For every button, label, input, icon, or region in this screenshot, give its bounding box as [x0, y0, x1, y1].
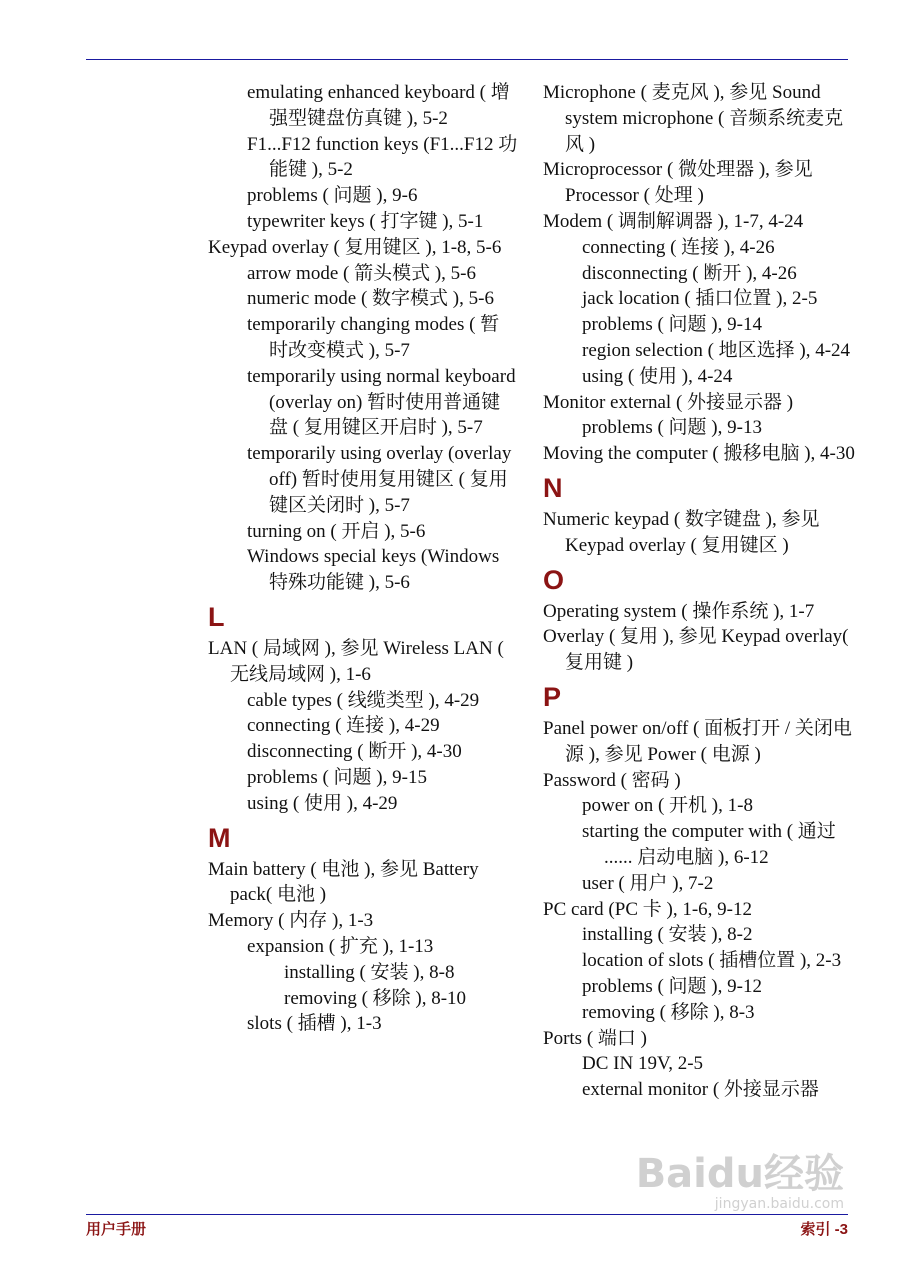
index-subentry: problems ( 问题 ), 9-12 — [582, 975, 762, 997]
index-section-heading: M — [208, 822, 231, 853]
index-subentry: problems ( 问题 ), 9-6 — [247, 185, 418, 207]
index-subentry: DC IN 19V, 2-5 — [582, 1053, 704, 1075]
index-subentry: using ( 使用 ), 4-24 — [582, 365, 733, 387]
index-entry: PC card (PC 卡 ), 1-6, 9-12 — [543, 898, 752, 920]
index-subentry: region selection ( 地区选择 ), 4-24 — [582, 339, 851, 361]
index-subentry: Windows special keys (Windows 特殊功能键 ), 5-6 — [247, 546, 500, 594]
footer-manual-title: 用户手册 — [86, 1221, 147, 1238]
index-subentry: temporarily using normal keyboard (overlay on) 暂时使用普通键盘 ( 复用键区开启时 ), 5-7 — [247, 365, 516, 439]
index-subentry: connecting ( 连接 ), 4-29 — [247, 715, 440, 737]
watermark-brand: Baidu经验 — [635, 1151, 844, 1197]
index-entry: Panel power on/off ( 面板打开 / 关闭电源 ), 参见 Power ( 电源 ) — [543, 717, 852, 765]
index-subentry: turning on ( 开启 ), 5-6 — [247, 520, 426, 542]
index-subentry: jack location ( 插口位置 ), 2-5 — [582, 288, 818, 310]
bottom-rule — [86, 1214, 848, 1215]
footer-page-number: 索引 -3 — [800, 1221, 848, 1238]
top-rule — [86, 59, 848, 60]
index-subentry: external monitor ( 外接显示器 — [582, 1079, 819, 1101]
watermark-url: jingyan.baidu.com — [714, 1196, 844, 1212]
index-subentry: numeric mode ( 数字模式 ), 5-6 — [247, 288, 494, 310]
index-subentry: expansion ( 扩充 ), 1-13 — [247, 935, 434, 957]
index-column-left — [208, 80, 518, 1037]
watermark — [636, 1152, 844, 1212]
index-subentry: connecting ( 连接 ), 4-26 — [582, 236, 775, 258]
index-entry: Operating system ( 操作系统 ), 1-7 — [543, 600, 815, 622]
index-subentry: problems ( 问题 ), 9-15 — [247, 766, 427, 788]
index-entry: Ports ( 端口 ) — [543, 1027, 647, 1049]
index-subentry: problems ( 问题 ), 9-13 — [582, 417, 762, 439]
index-entry: Password ( 密码 ) — [543, 769, 681, 791]
index-subentry: emulating enhanced keyboard ( 增强型键盘仿真键 ), 5-2 — [247, 82, 510, 129]
index-section-heading: L — [208, 601, 225, 632]
index-subentry: temporarily changing modes ( 暂时改变模式 ), 5-7 — [247, 314, 500, 361]
index-entry: Overlay ( 复用 ), 参见 Keypad overlay( 复用键 ) — [543, 626, 849, 674]
index-entry: Microphone ( 麦克风 ), 参见 Sound system microphone ( 音频系统麦克风 ) — [543, 82, 844, 155]
index-column-right — [543, 80, 855, 1103]
index-subentry: starting the computer with ( 通过 ...... 启动电脑 ), 6-12 — [582, 821, 836, 868]
index-subentry: F1...F12 function keys (F1...F12 功能键 ), 5-2 — [247, 133, 518, 181]
index-section-heading: O — [543, 564, 565, 595]
index-subentry: problems ( 问题 ), 9-14 — [582, 314, 762, 336]
index-subentry: disconnecting ( 断开 ), 4-26 — [582, 262, 797, 284]
index-entry: Moving the computer ( 搬移电脑 ), 4-30 — [543, 443, 855, 465]
index-entry: Memory ( 内存 ), 1-3 — [208, 910, 374, 932]
index-subentry: removing ( 移除 ), 8-10 — [284, 987, 467, 1009]
index-subentry: cable types ( 线缆类型 ), 4-29 — [247, 689, 480, 711]
index-subentry: arrow mode ( 箭头模式 ), 5-6 — [247, 262, 477, 284]
index-entry: Modem ( 调制解调器 ), 1-7, 4-24 — [543, 210, 804, 232]
index-subentry: user ( 用户 ), 7-2 — [582, 872, 714, 894]
index-entry: Main battery ( 电池 ), 参见 Battery pack( 电池 ) — [208, 858, 479, 906]
index-entry: LAN ( 局域网 ), 参见 Wireless LAN ( 无线局域网 ), 1-6 — [208, 637, 504, 685]
index-subentry: power on ( 开机 ), 1-8 — [582, 795, 753, 817]
index-subentry: location of slots ( 插槽位置 ), 2-3 — [582, 950, 842, 972]
index-subentry: typewriter keys ( 打字键 ), 5-1 — [247, 210, 484, 232]
index-subentry: using ( 使用 ), 4-29 — [247, 792, 398, 814]
index-entry: Microprocessor ( 微处理器 ), 参见 Processor ( 处理 ) — [543, 159, 813, 207]
index-entry: Numeric keypad ( 数字键盘 ), 参见 Keypad overlay ( 复用键区 ) — [543, 508, 820, 556]
index-entry: Monitor external ( 外接显示器 ) — [543, 391, 794, 413]
index-entry: Keypad overlay ( 复用键区 ), 1-8, 5-6 — [208, 236, 502, 258]
index-section-heading: P — [543, 681, 562, 712]
index-subentry: installing ( 安装 ), 8-8 — [284, 961, 455, 983]
index-subentry: installing ( 安装 ), 8-2 — [582, 924, 753, 946]
index-subentry: temporarily using overlay (overlay off) 暂时使用复用键区 ( 复用键区关闭时 ), 5-7 — [247, 443, 512, 516]
index-section-heading: N — [543, 472, 563, 503]
index-subentry: removing ( 移除 ), 8-3 — [582, 1001, 755, 1023]
index-subentry: slots ( 插槽 ), 1-3 — [247, 1013, 382, 1035]
index-subentry: disconnecting ( 断开 ), 4-30 — [247, 741, 462, 763]
